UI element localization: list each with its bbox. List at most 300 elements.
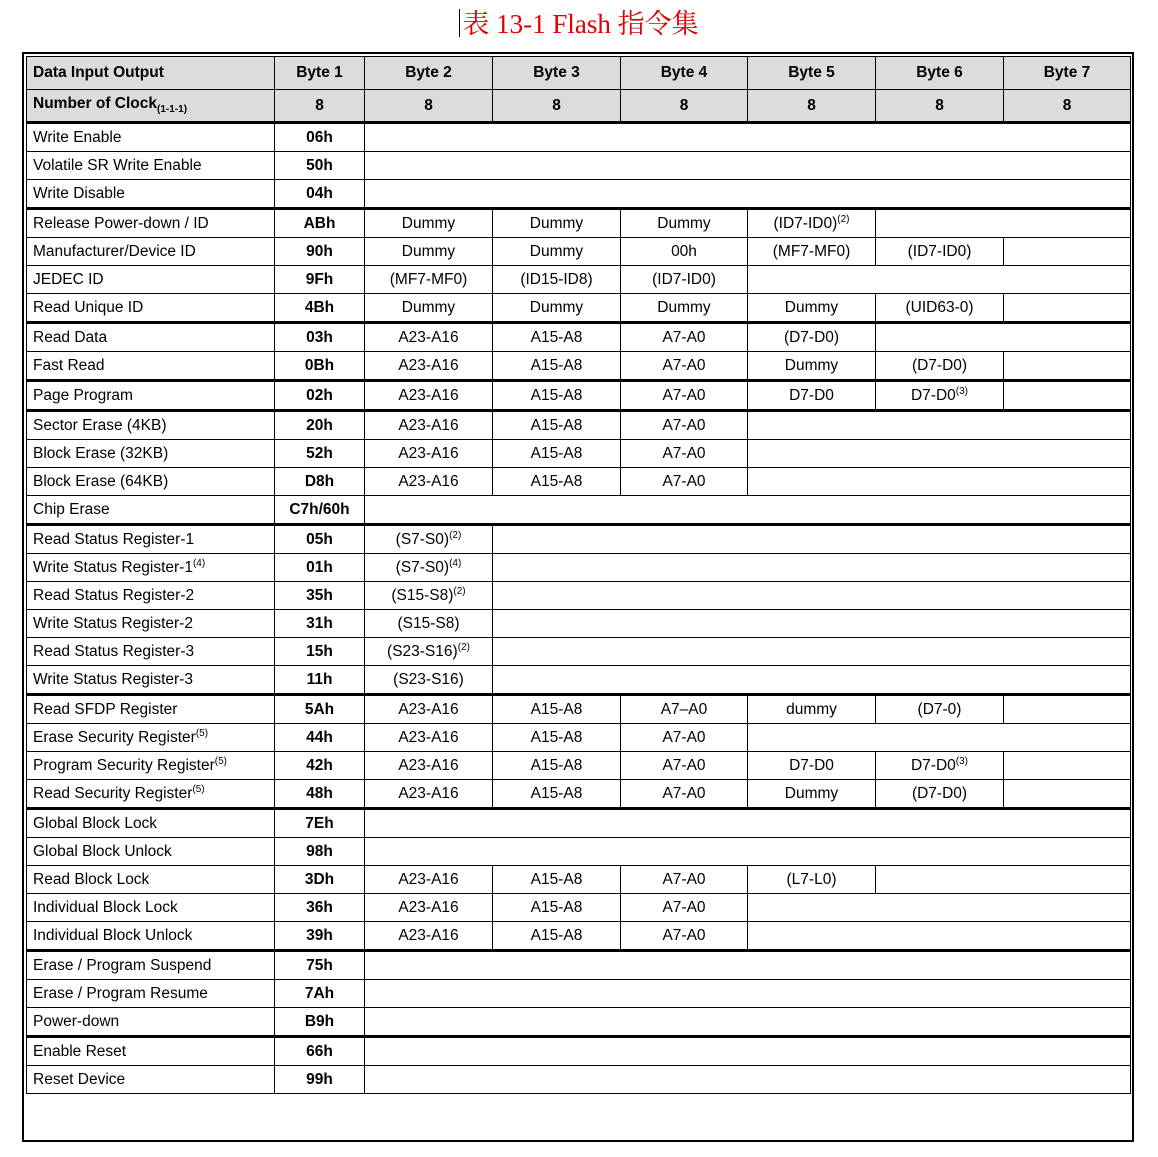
cell-text: Dummy <box>529 298 584 316</box>
empty-cell <box>748 724 1131 752</box>
empty-cell <box>1004 695 1131 724</box>
cell-text: (D7-0) <box>917 700 962 718</box>
text-cursor <box>459 9 460 37</box>
table-row <box>27 582 1131 610</box>
empty-cell <box>365 951 1131 980</box>
cell-text: A7-A0 <box>662 356 706 374</box>
table-row <box>27 411 1131 440</box>
cell-text: 02h <box>306 386 333 404</box>
cell-text: A7-A0 <box>662 898 706 916</box>
cell-text: A15-A8 <box>530 700 583 718</box>
byte-3-cell <box>493 209 621 238</box>
byte-2-cell <box>365 266 493 294</box>
opcode-cell <box>275 980 365 1008</box>
byte-5-cell <box>748 209 876 238</box>
opcode-cell <box>275 352 365 381</box>
cell-text: 98h <box>306 842 333 860</box>
byte-2-cell <box>365 610 493 638</box>
command-name-text: Program Security Register <box>33 757 215 775</box>
byte-5-cell <box>748 294 876 323</box>
empty-cell <box>365 1037 1131 1066</box>
byte-5-cell <box>748 352 876 381</box>
cell-text: D7-D0 <box>789 756 834 774</box>
cell-text: A23-A16 <box>398 756 459 774</box>
opcode-cell <box>275 209 365 238</box>
command-name-text: Read Data <box>33 328 108 346</box>
cell-text: C7h/60h <box>289 500 350 518</box>
command-name-text: Read Unique ID <box>33 298 144 316</box>
command-name-text: Fast Read <box>33 356 105 374</box>
cell-text: A23-A16 <box>398 728 459 746</box>
empty-cell <box>748 440 1131 468</box>
command-name <box>27 440 275 468</box>
opcode-cell <box>275 381 365 411</box>
empty-cell <box>1004 780 1131 809</box>
command-name-text: Individual Block Lock <box>33 898 178 916</box>
byte-3-cell <box>493 323 621 352</box>
table-row <box>27 266 1131 294</box>
cell-text: A15-A8 <box>530 926 583 944</box>
command-name-text: Erase / Program Resume <box>33 984 208 1002</box>
cell-text: A23-A16 <box>398 472 459 490</box>
byte-2-cell <box>365 525 493 554</box>
header-byte-7: Byte 7 <box>1004 57 1131 90</box>
table-row <box>27 123 1131 152</box>
command-name-text: Block Erase (64KB) <box>33 472 169 490</box>
byte-5-cell <box>748 866 876 894</box>
byte-4-cell <box>621 752 748 780</box>
footnote-marker: (3) <box>955 755 969 767</box>
header-byte-2: Byte 2 <box>365 57 493 90</box>
cell-text: (D7-D0) <box>911 356 968 374</box>
opcode-cell <box>275 411 365 440</box>
flash-command-table <box>26 56 1131 1094</box>
cell-text: A23-A16 <box>398 700 459 718</box>
cell-text: A7-A0 <box>662 328 706 346</box>
command-name-text: Page Program <box>33 386 133 404</box>
command-name-text: Read Security Register <box>33 785 193 803</box>
command-name <box>27 838 275 866</box>
byte-4-cell <box>621 922 748 951</box>
opcode-cell <box>275 894 365 922</box>
table-row <box>27 1066 1131 1094</box>
byte-4-cell <box>621 411 748 440</box>
command-name <box>27 1008 275 1037</box>
cell-text: 5Ah <box>304 700 335 718</box>
table-row <box>27 209 1131 238</box>
cell-text: D8h <box>304 472 335 490</box>
empty-cell <box>365 1008 1131 1037</box>
empty-cell <box>365 180 1131 209</box>
command-name <box>27 752 275 780</box>
table-row <box>27 866 1131 894</box>
table-row <box>27 238 1131 266</box>
command-name <box>27 209 275 238</box>
empty-cell <box>876 209 1131 238</box>
byte-6-cell <box>876 752 1004 780</box>
cell-text: B9h <box>304 1012 335 1030</box>
command-name <box>27 323 275 352</box>
empty-cell <box>365 496 1131 525</box>
footnote-marker: (5) <box>195 727 209 739</box>
table-row <box>27 152 1131 180</box>
table-row <box>27 894 1131 922</box>
byte-2-cell <box>365 638 493 666</box>
cell-text: Dummy <box>784 298 839 316</box>
empty-cell <box>876 866 1131 894</box>
cell-text: 0Bh <box>304 356 335 374</box>
opcode-cell <box>275 724 365 752</box>
command-name <box>27 152 275 180</box>
empty-cell <box>365 1066 1131 1094</box>
command-name-text: Release Power-down / ID <box>33 214 209 232</box>
byte-2-cell <box>365 323 493 352</box>
cell-text: (ID7-ID0) <box>773 215 838 233</box>
empty-cell <box>493 554 1131 582</box>
cell-text: A15-A8 <box>530 444 583 462</box>
table-row <box>27 496 1131 525</box>
cell-text: ABh <box>303 214 336 232</box>
byte-3-cell <box>493 266 621 294</box>
byte-3-cell <box>493 866 621 894</box>
command-name <box>27 180 275 209</box>
table-row <box>27 1037 1131 1066</box>
command-name <box>27 780 275 809</box>
byte-3-cell <box>493 724 621 752</box>
command-name-text: Global Block Lock <box>33 814 158 832</box>
cell-text: A23-A16 <box>398 926 459 944</box>
cell-text: (S15-S8) <box>391 587 454 605</box>
cell-text: A23-A16 <box>398 898 459 916</box>
cell-text: D7-D0 <box>910 387 956 405</box>
byte-2-cell <box>365 752 493 780</box>
byte-4-cell <box>621 695 748 724</box>
empty-cell <box>1004 238 1131 266</box>
command-rows <box>27 123 1131 1094</box>
cell-text: 20h <box>306 416 333 434</box>
clock-label: Number of Clock <box>33 95 158 113</box>
footnote-marker: (2) <box>453 585 466 597</box>
command-name-text: Chip Erase <box>33 500 110 518</box>
cell-text: D7-D0 <box>789 386 834 404</box>
byte-4-cell <box>621 209 748 238</box>
byte-5-cell <box>748 238 876 266</box>
empty-cell <box>748 468 1131 496</box>
footnote-marker: (2) <box>837 213 850 225</box>
cell-text: Dummy <box>657 298 711 316</box>
byte-3-cell <box>493 294 621 323</box>
byte-2-cell <box>365 352 493 381</box>
byte-6-cell <box>876 238 1004 266</box>
command-name <box>27 809 275 838</box>
cell-text: A23-A16 <box>398 386 459 404</box>
cell-text: (S15-S8) <box>397 614 460 632</box>
byte-2-cell <box>365 440 493 468</box>
cell-text: (MF7-MF0) <box>389 270 468 288</box>
command-name-text: Enable Reset <box>33 1042 127 1060</box>
byte-2-cell <box>365 209 493 238</box>
byte-5-cell <box>748 695 876 724</box>
opcode-cell <box>275 554 365 582</box>
opcode-cell <box>275 582 365 610</box>
cell-text: A15-A8 <box>530 328 583 346</box>
command-name-text: Read Block Lock <box>33 870 150 888</box>
clock-byte-1: 8 <box>275 90 365 123</box>
command-name <box>27 980 275 1008</box>
byte-2-cell <box>365 381 493 411</box>
cell-text: Dummy <box>401 298 456 316</box>
table-row <box>27 525 1131 554</box>
table-caption-text: 表 13-1 Flash 指令集 <box>462 9 699 39</box>
byte-2-cell <box>365 866 493 894</box>
cell-text: 15h <box>306 642 333 660</box>
command-name-text: Global Block Unlock <box>33 842 172 860</box>
cell-text: A7-A0 <box>662 784 706 802</box>
cell-text: A7-A0 <box>662 926 706 944</box>
byte-4-cell <box>621 238 748 266</box>
command-name <box>27 724 275 752</box>
empty-cell <box>365 123 1131 152</box>
cell-text: A7-A0 <box>662 472 706 490</box>
command-name <box>27 238 275 266</box>
byte-4-cell <box>621 352 748 381</box>
opcode-cell <box>275 123 365 152</box>
cell-text: (L7-L0) <box>786 870 837 888</box>
table-row <box>27 440 1131 468</box>
opcode-cell <box>275 238 365 266</box>
command-name-text: Manufacturer/Device ID <box>33 242 196 260</box>
empty-cell <box>493 638 1131 666</box>
footnote-marker: (5) <box>214 755 227 767</box>
opcode-cell <box>275 1066 365 1094</box>
table-row <box>27 752 1131 780</box>
table-row <box>27 980 1131 1008</box>
empty-cell <box>493 525 1131 554</box>
empty-cell <box>1004 752 1131 780</box>
opcode-cell <box>275 152 365 180</box>
byte-6-cell <box>876 695 1004 724</box>
command-name <box>27 525 275 554</box>
cell-text: A23-A16 <box>398 444 459 462</box>
opcode-cell <box>275 468 365 496</box>
footnote-marker: (5) <box>192 783 205 795</box>
table-row <box>27 323 1131 352</box>
byte-3-cell <box>493 894 621 922</box>
byte-3-cell <box>493 695 621 724</box>
cell-text: (ID7-ID0) <box>907 242 972 260</box>
footnote-marker: (3) <box>955 385 969 397</box>
table-row <box>27 352 1131 381</box>
opcode-cell <box>275 180 365 209</box>
cell-text: dummy <box>786 700 837 718</box>
cell-text: A15-A8 <box>530 870 583 888</box>
cell-text: D7-D0 <box>910 757 956 775</box>
table-row <box>27 951 1131 980</box>
table-row <box>27 809 1131 838</box>
header-data-input-output: Data Input Output <box>27 57 275 90</box>
cell-text: 05h <box>306 530 333 548</box>
opcode-cell <box>275 1008 365 1037</box>
cell-text: Dummy <box>401 242 456 260</box>
table-row <box>27 180 1131 209</box>
byte-2-cell <box>365 468 493 496</box>
command-name <box>27 866 275 894</box>
empty-cell <box>365 980 1131 1008</box>
byte-4-cell <box>621 294 748 323</box>
table-row <box>27 780 1131 809</box>
footnote-marker: (2) <box>457 641 470 653</box>
table-row <box>27 638 1131 666</box>
header-byte-4: Byte 4 <box>621 57 748 90</box>
cell-text: A15-A8 <box>530 756 583 774</box>
cell-text: 66h <box>306 1042 333 1060</box>
empty-cell <box>748 922 1131 951</box>
command-name-text: Sector Erase (4KB) <box>33 416 167 434</box>
opcode-cell <box>275 780 365 809</box>
cell-text: (S23-S16) <box>387 643 458 661</box>
cell-text: 7Ah <box>304 984 335 1002</box>
cell-text: 99h <box>306 1070 333 1088</box>
footnote-marker: (4) <box>449 557 462 569</box>
empty-cell <box>748 411 1131 440</box>
byte-2-cell <box>365 695 493 724</box>
clock-byte-7: 8 <box>1004 90 1131 123</box>
byte-2-cell <box>365 780 493 809</box>
byte-4-cell <box>621 323 748 352</box>
command-name <box>27 266 275 294</box>
byte-3-cell <box>493 752 621 780</box>
command-name <box>27 922 275 951</box>
table-row <box>27 294 1131 323</box>
command-name-text: Write Enable <box>33 128 122 146</box>
empty-cell <box>493 610 1131 638</box>
cell-text: (D7-D0) <box>911 784 968 802</box>
empty-cell <box>493 582 1131 610</box>
opcode-cell <box>275 951 365 980</box>
cell-text: A7-A0 <box>662 444 706 462</box>
cell-text: Dummy <box>784 356 839 374</box>
byte-5-cell <box>748 752 876 780</box>
byte-2-cell <box>365 554 493 582</box>
byte-2-cell <box>365 724 493 752</box>
command-name-text: Volatile SR Write Enable <box>33 156 202 174</box>
byte-3-cell <box>493 352 621 381</box>
empty-cell <box>365 838 1131 866</box>
byte-5-cell <box>748 381 876 411</box>
cell-text: A23-A16 <box>398 328 459 346</box>
command-name-text: Power-down <box>33 1012 120 1030</box>
byte-6-cell <box>876 352 1004 381</box>
command-name <box>27 381 275 411</box>
cell-text: A23-A16 <box>398 870 459 888</box>
cell-text: Dummy <box>401 214 456 232</box>
table-row <box>27 838 1131 866</box>
clock-row <box>27 90 1131 123</box>
byte-3-cell <box>493 468 621 496</box>
cell-text: (UID63-0) <box>905 298 974 316</box>
command-name <box>27 695 275 724</box>
table-row <box>27 695 1131 724</box>
table-row <box>27 1008 1131 1037</box>
empty-cell <box>1004 381 1131 411</box>
cell-text: A23-A16 <box>398 784 459 802</box>
command-name <box>27 554 275 582</box>
command-name-text: Individual Block Unlock <box>33 926 193 944</box>
byte-2-cell <box>365 666 493 695</box>
opcode-cell <box>275 809 365 838</box>
command-name <box>27 1037 275 1066</box>
header-row <box>27 57 1131 90</box>
header-byte-5: Byte 5 <box>748 57 876 90</box>
cell-text: A7-A0 <box>662 756 706 774</box>
cell-text: A7-A0 <box>662 386 706 404</box>
cell-text: A7-A0 <box>662 416 706 434</box>
cell-text: 75h <box>306 956 333 974</box>
table-row <box>27 468 1131 496</box>
cell-text: (S7-S0) <box>395 531 450 549</box>
header-byte-6: Byte 6 <box>876 57 1004 90</box>
byte-2-cell <box>365 238 493 266</box>
byte-6-cell <box>876 294 1004 323</box>
table-row <box>27 610 1131 638</box>
opcode-cell <box>275 496 365 525</box>
footnote-marker: (2) <box>449 529 462 541</box>
command-name <box>27 1066 275 1094</box>
clock-byte-5: 8 <box>748 90 876 123</box>
cell-text: Dummy <box>529 242 584 260</box>
opcode-cell <box>275 638 365 666</box>
command-name-text: Erase Security Register <box>33 729 196 747</box>
table-row <box>27 922 1131 951</box>
clock-byte-4: 8 <box>621 90 748 123</box>
cell-text: 42h <box>306 756 333 774</box>
byte-5-cell <box>748 323 876 352</box>
byte-2-cell <box>365 294 493 323</box>
opcode-cell <box>275 525 365 554</box>
command-name-text: Write Disable <box>33 184 125 202</box>
command-name <box>27 496 275 525</box>
opcode-cell <box>275 838 365 866</box>
cell-text: A15-A8 <box>530 416 583 434</box>
command-name-text: Write Status Register-3 <box>33 670 193 688</box>
cell-text: 00h <box>671 242 697 260</box>
cell-text: Dummy <box>657 214 711 232</box>
byte-2-cell <box>365 894 493 922</box>
empty-cell <box>876 323 1131 352</box>
command-name-text: Reset Device <box>33 1070 126 1088</box>
cell-text: Dummy <box>784 784 839 802</box>
cell-text: A15-A8 <box>530 898 583 916</box>
cell-text: 31h <box>306 614 333 632</box>
byte-4-cell <box>621 724 748 752</box>
cell-text: (ID15-ID8) <box>520 270 593 288</box>
empty-cell <box>748 894 1131 922</box>
cell-text: 52h <box>306 444 333 462</box>
opcode-cell <box>275 866 365 894</box>
byte-4-cell <box>621 866 748 894</box>
cell-text: A7-A0 <box>662 870 706 888</box>
cell-text: 4Bh <box>304 298 335 316</box>
cell-text: (S23-S16) <box>393 670 464 688</box>
byte-2-cell <box>365 411 493 440</box>
cell-text: 9Fh <box>305 270 334 288</box>
cell-text: A7–A0 <box>660 700 708 718</box>
empty-cell <box>493 666 1131 695</box>
cell-text: (MF7-MF0) <box>772 242 851 260</box>
byte-6-cell <box>876 381 1004 411</box>
byte-6-cell <box>876 780 1004 809</box>
command-name-text: Erase / Program Suspend <box>33 956 212 974</box>
